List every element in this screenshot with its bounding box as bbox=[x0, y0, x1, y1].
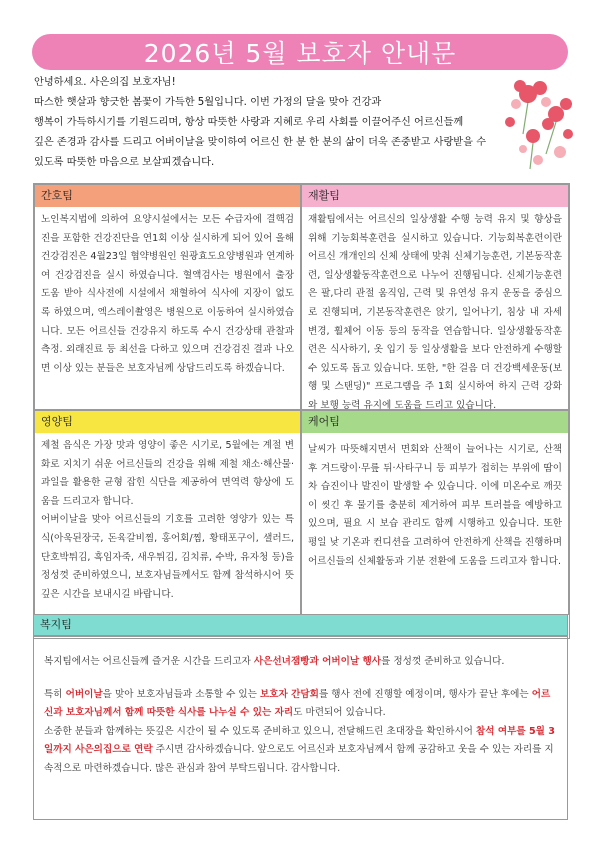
text-run: 소중한 분들과 함께하는 뜻깊은 시간이 될 수 있도록 준비하고 있으니, 전달해드린 초대장을 확인하시어 bbox=[44, 725, 476, 737]
nutrition-section bbox=[34, 410, 301, 615]
intro-line: 안녕하세요. 사은의집 보호자님! bbox=[34, 77, 176, 88]
nursing-section-body: 노인복지법에 의하여 요양시설에서는 모든 수급자에 결핵검진을 포함한 건강진단을 연1회 이상 실시하게 되어 있어 올해 건강검진은 4월23일 협약병원인 원광효도요양병원과 연계하여 건강검진을 실시 하였습니다. 혈액검사는 병원에서 출장도움 받아 식사전에 시설에서 채혈하여 식사에 지장이 없도록 하였으며, 엑스레이촬영은 병원으로 이동하여 실시하였습니다. 모든 어르신들 건강유지 하도록 수시 건강상태 관찰과 측정. 외래진료 등 최선을 다하고 있으며 건강검진 결과 나오면 이상 있는 분들은 보호자님께 상담드리도록 하겠습니다. bbox=[41, 214, 294, 374]
rehab-section-body: 재활팀에서는 어르신의 일상생활 수행 능력 유지 및 향상을 위해 기능회복훈련을 실시하고 있습니다. 기능회복훈련이란 어르신 개개인의 신체 상태에 맞춰 신체기능훈련, 기본동작훈련, 일상생활동작훈련으로 나누어 진행됩니다. 신체기능훈련은 팔,다리 관절 움직임, 근력 및 유연성 유지 운동을 중심으로 진행되며, 기본동작훈련은 앉기, 일어나기, 침상 내 자세 변경, 휠체어 이동 등의 동작을 연습합니다. 일상생활동작훈련은 식사하기, 옷 입기 등 일상생활을 보다 안전하게 수행할 수 있도록 돕고 있습니다. 또한, "한 걸음 더 건강백세운동(보행 및 스탠딩)" 프로그램을 주 1회 실시하여 하지 근력 강화와 보행 능력 유지에 도움을 드리고 있습니다. bbox=[308, 214, 562, 411]
welfare-paragraph-3 bbox=[44, 723, 557, 779]
page-title: 2026년 5월 보호자 안내문 bbox=[143, 39, 457, 68]
text-run: 주시면 감사하겠습니다. 앞으로도 어르신과 보호자님께서 함께 공감하고 웃을 수 있는 자리를 지속적으로 마련하겠습니다. 많은 관심과 참여 부탁드립니다. 감사합니다. bbox=[44, 744, 554, 774]
care-section-title: 케어팀 bbox=[302, 411, 568, 433]
text-run: 특히 bbox=[44, 688, 66, 700]
welfare-section-body bbox=[33, 636, 568, 820]
nutrition-section-title: 영양팀 bbox=[35, 411, 300, 433]
nutrition-section-body bbox=[35, 433, 300, 608]
nutrition-paragraph: 제철 음식은 가장 맛과 영양이 좋은 시기로, 5월에는 계절 변화로 지치기 쉬운 어르신들의 건강을 위해 제철 채소·해산물·과일을 활용한 균형 잡힌 식단을 제공하여 면역력 향상에 도움을 드리고자 합니다. bbox=[41, 440, 294, 507]
intro-line: 행복이 가득하시기를 기원드리며, 항상 따뜻한 사랑과 지혜로 우리 사회를 이끌어주신 어르신들께 bbox=[34, 117, 464, 128]
nursing-section-title: 간호팀 bbox=[35, 185, 300, 207]
highlight-text: 어르신과 보호자님께서 함께 따뜻한 식사를 나누실 수 있는 자리 bbox=[44, 688, 551, 719]
nutrition-paragraph: 어버이날을 맞아 어르신들의 기호를 고려한 영양가 있는 특식(아욱된장국, 돈육갈비찜, 홍어회/찜, 황태포구이, 샐러드, 단호박튀김, 흑임자죽, 새우튀김, 김치류, 수박, 유자청 등)을 정성껏 준비하였으니, 보호자님들께서도 함께 참석하시어 뜻깊은 시간을 보내시길 바랍니다. bbox=[41, 514, 294, 600]
rehab-section bbox=[301, 184, 569, 410]
highlight-text: 참석 여부를 5월 3일까지 사은의집으로 연락 bbox=[44, 725, 555, 756]
text-run: 복지팀에서는 어르신들께 즐거운 시간을 드리고자 bbox=[44, 656, 254, 667]
intro-line: 따스한 햇살과 향긋한 봄꽃이 가득한 5월입니다. 이번 가정의 달을 맞아 건강과 bbox=[34, 97, 382, 108]
greeting-intro bbox=[34, 73, 566, 173]
paragraph-gap bbox=[44, 672, 557, 686]
highlight-text: 사은선녀잼빵과 어버이날 행사 bbox=[253, 656, 382, 667]
text-run: 를 정성껏 준비하고 있습니다. bbox=[381, 656, 505, 667]
text-run: 도 마련되어 있습니다. bbox=[293, 707, 386, 719]
page-title-banner bbox=[32, 34, 568, 70]
highlight-text: 어버이날 bbox=[65, 688, 103, 700]
intro-line: 깊은 존경과 감사를 드리고 어버이날을 맞이하여 어르신 한 분 한 분의 삶이 더욱 존중받고 사랑받을 수 bbox=[34, 137, 487, 148]
welfare-section-title: 복지팀 bbox=[33, 614, 568, 636]
text-run: 를 행사 전에 진행할 예정이며, 행사가 끝난 후에는 bbox=[318, 688, 532, 700]
text-run: 을 맞아 보호자님들과 소통할 수 있는 bbox=[102, 688, 260, 700]
welfare-paragraph-1 bbox=[44, 653, 557, 672]
highlight-text: 보호자 간담회 bbox=[259, 688, 319, 700]
nursing-section bbox=[34, 184, 301, 410]
welfare-paragraph-2 bbox=[44, 686, 557, 723]
care-section-body: 날씨가 따뜻해지면서 면회와 산책이 늘어나는 시기로, 산책 후 겨드랑이·무릎 뒤·사타구니 등 피부가 접히는 부위에 땀이 차 습진이나 발진이 발생할 수 있습니다. 이에 미온수로 깨끗이 씻긴 후 물기를 충분히 제거하여 피부 트러블을 예방하고 있으며, 필요 시 보습 관리도 함께 시행하고 있습니다. 또한 평일 낮 기온과 컨디션을 고려하여 안전하게 산책을 진행하며 어르신들의 신체활동과 기분 전환에 도움을 드리고자 합니다. bbox=[308, 444, 562, 567]
rehab-section-title: 재활팀 bbox=[302, 185, 568, 207]
intro-line: 있도록 따뜻한 마음으로 보살피겠습니다. bbox=[34, 157, 215, 168]
care-section bbox=[301, 410, 569, 615]
team-sections-grid bbox=[33, 183, 570, 639]
